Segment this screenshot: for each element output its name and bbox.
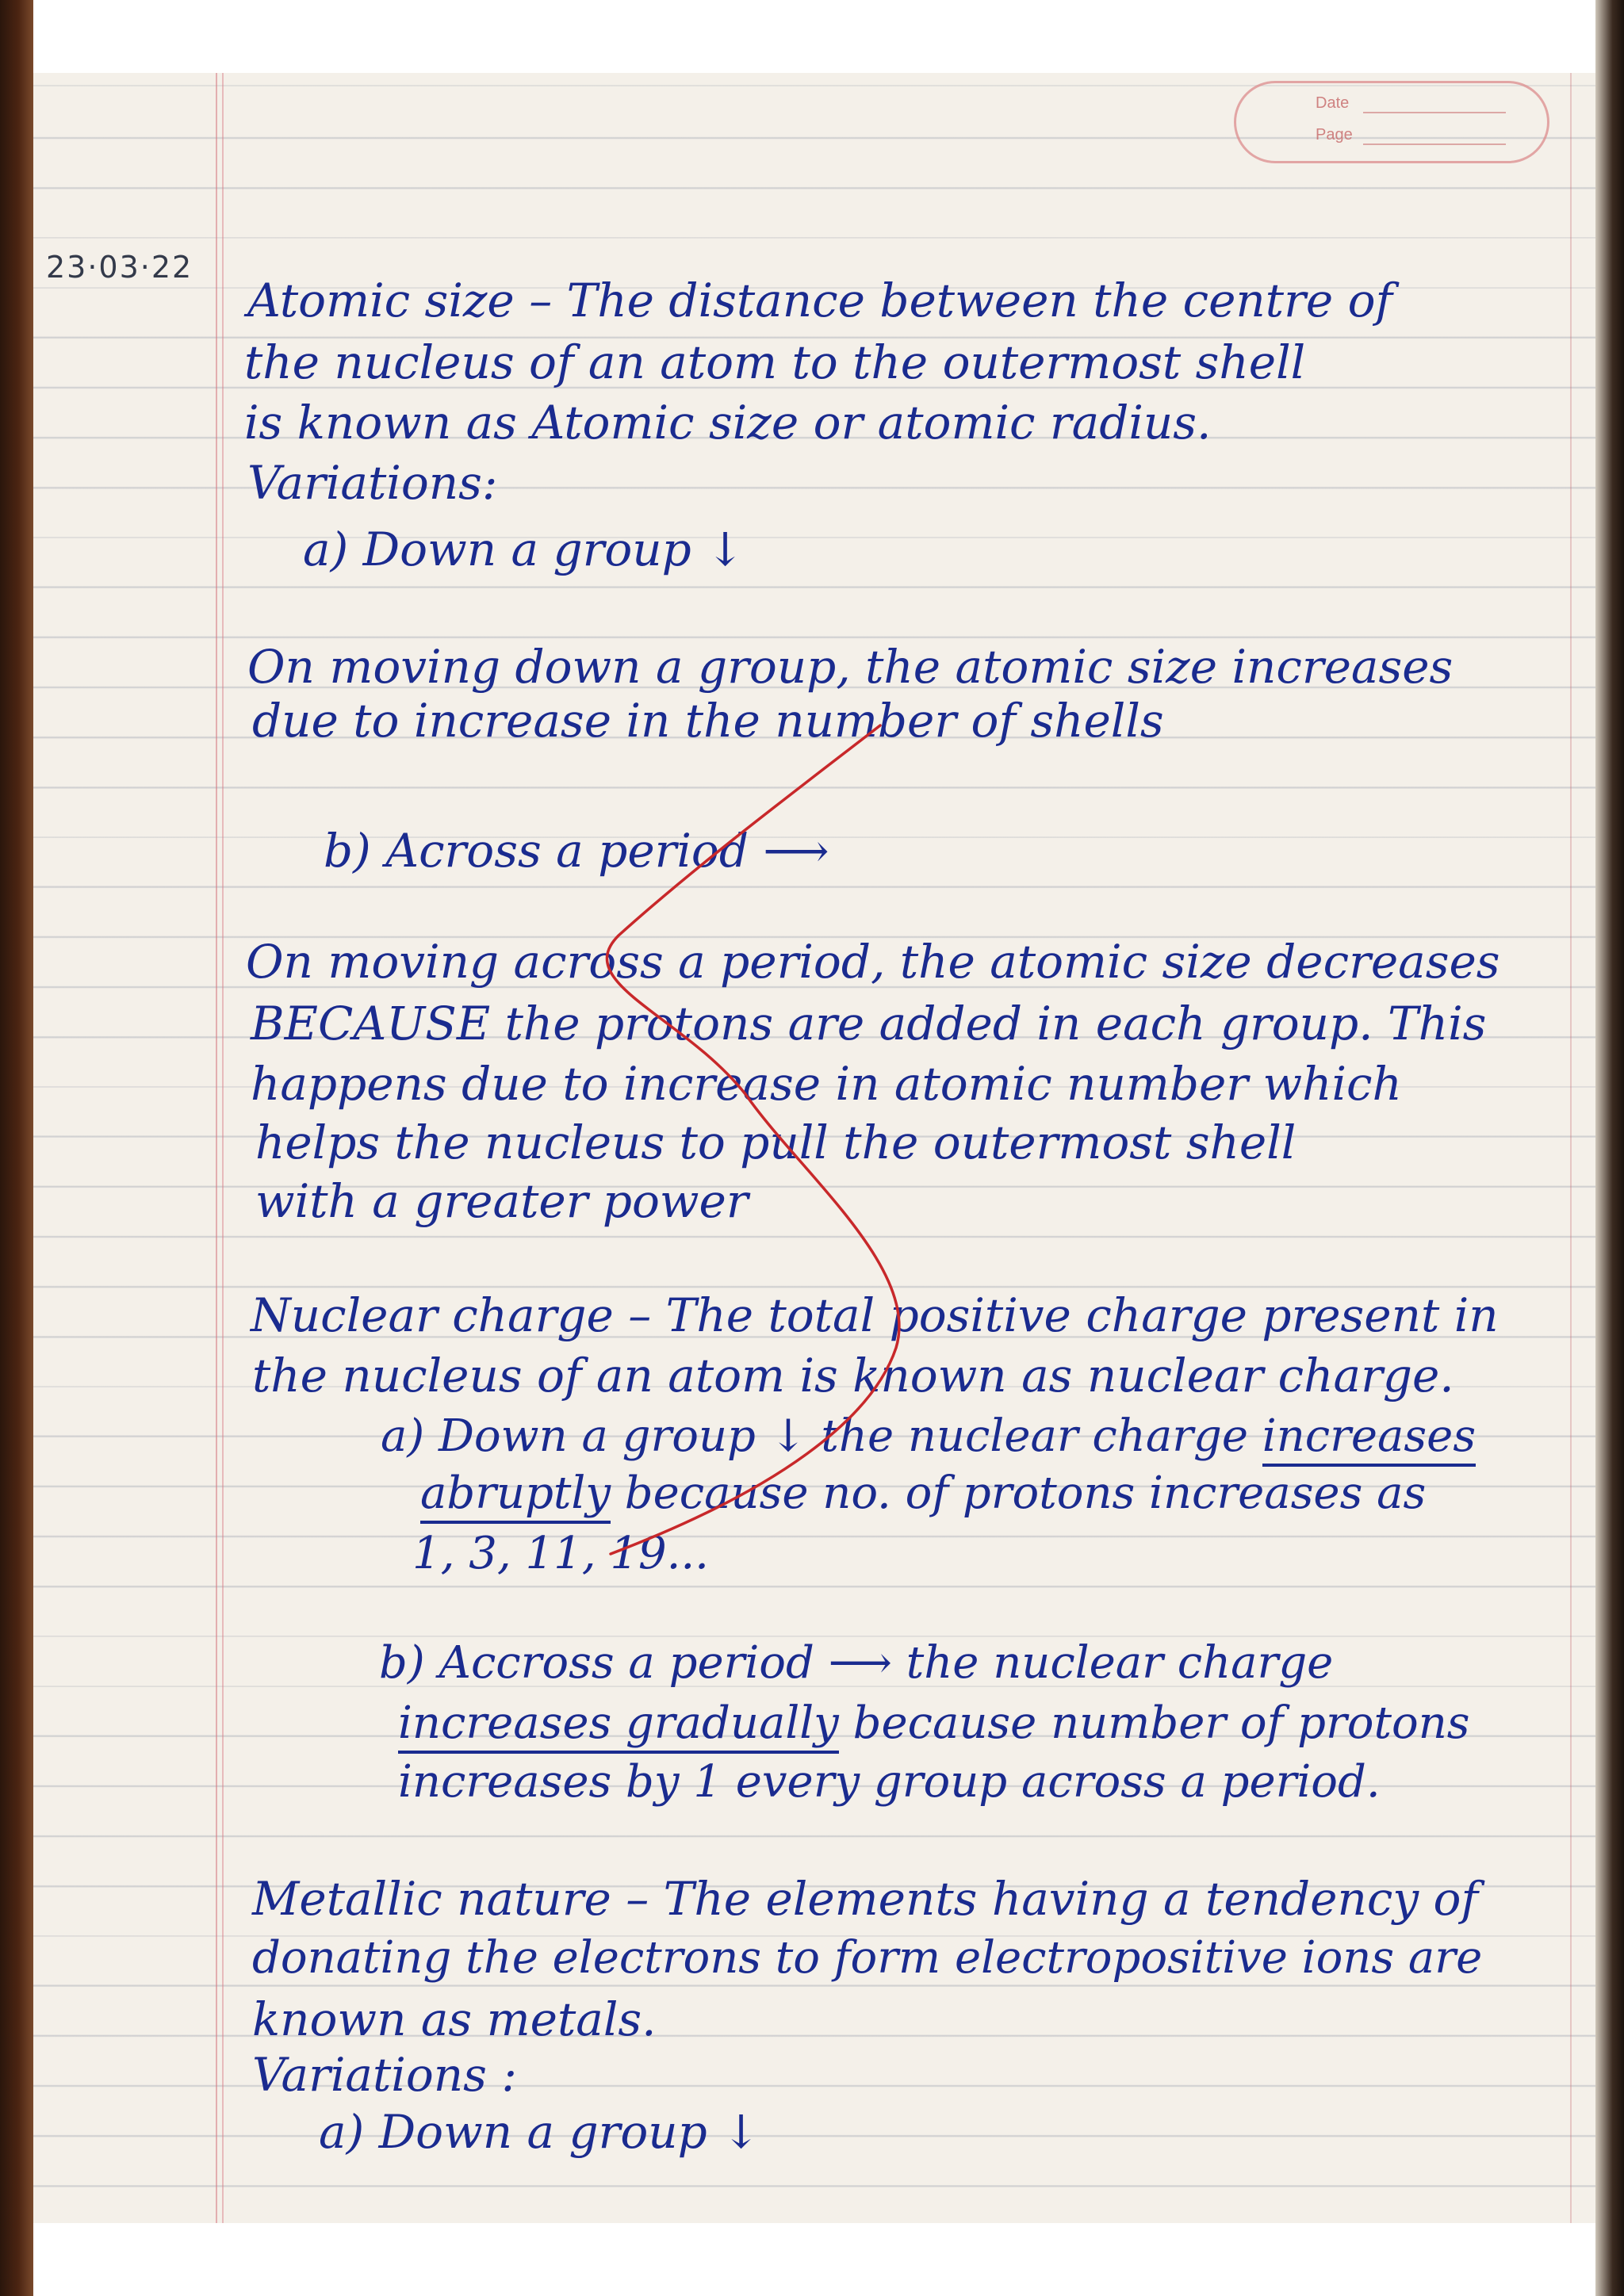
nuclear-charge-line-7 [398,1697,1470,1749]
bottom-background [0,2223,1624,2296]
atomic-size-line-12: helps the nucleus to pull the outermost shell [255,1115,1297,1169]
atomic-size-line-5: a) Down a group ↓ [303,522,745,576]
margin-line [222,73,224,2223]
right-margin-line [1570,73,1572,2223]
atomic-size-line-4: Variations: [247,456,498,510]
nuclear-charge-line-4 [420,1468,1427,1519]
metallic-nature-line-1: Metallic nature – The elements having a tendency of [252,1872,1478,1926]
nuclear-charge-line-3 [381,1410,1477,1462]
nuclear-charge-line-2: the nucleus of an atom is known as nuclear charge. [252,1349,1454,1402]
atomic-size-line-8: b) Across a period ⟶ [324,824,829,878]
metallic-nature-line-3: known as metals. [252,1992,657,2046]
stamp-date-line [1363,112,1506,113]
underlined-increases-gradually: increases gradually [398,1697,839,1754]
metallic-nature-line-5: a) Down a group ↓ [319,2105,760,2159]
date-page-stamp [1234,81,1549,163]
nuclear-charge-line-8: increases by 1 every group across a period. [398,1756,1381,1808]
atomic-size-line-10: BECAUSE the protons are added in each group. This [251,997,1487,1050]
notebook-binding-left [0,0,33,2296]
nuclear-charge-line-6: b) Accross a period ⟶ the nuclear charge [379,1637,1334,1689]
underlined-increases: increases [1262,1410,1476,1467]
metallic-nature-line-2: donating the electrons to form electropositive ions are [252,1932,1483,1984]
entry-date: 23·03·22 [46,250,193,285]
atomic-size-line-1: Atomic size – The distance between the centre of [247,274,1392,327]
nuclear-charge-line-1: Nuclear charge – The total positive charge present in [251,1288,1499,1342]
stamp-date-label: Date [1316,94,1350,112]
nuclear-charge-line-3-text: a) Down a group ↓ the nuclear charge [381,1410,1262,1462]
notebook-binding-right [1595,0,1624,2296]
nuclear-charge-line-5: 1, 3, 11, 19... [412,1528,709,1579]
atomic-size-line-9: On moving across a period, the atomic size decreases [246,935,1500,989]
margin-line [216,73,217,2223]
metallic-nature-line-4: Variations : [252,2048,517,2102]
atomic-size-line-6: On moving down a group, the atomic size increases [247,640,1454,694]
stamp-page-label: Page [1316,126,1353,144]
atomic-size-line-7: due to increase in the number of shells [252,694,1164,748]
top-background [0,0,1624,73]
nuclear-charge-line-4-text: because no. of protons increases as [610,1468,1427,1519]
nuclear-charge-line-7-text: because number of protons [838,1697,1470,1749]
atomic-size-line-11: happens due to increase in atomic number which [251,1057,1402,1111]
atomic-size-line-13: with a greater power [255,1174,749,1228]
atomic-size-line-2: the nucleus of an atom to the outermost shell [244,335,1306,389]
atomic-size-line-3: is known as Atomic size or atomic radius. [244,396,1212,450]
underlined-abruptly: abruptly [420,1468,611,1524]
stamp-page-line [1363,144,1506,145]
